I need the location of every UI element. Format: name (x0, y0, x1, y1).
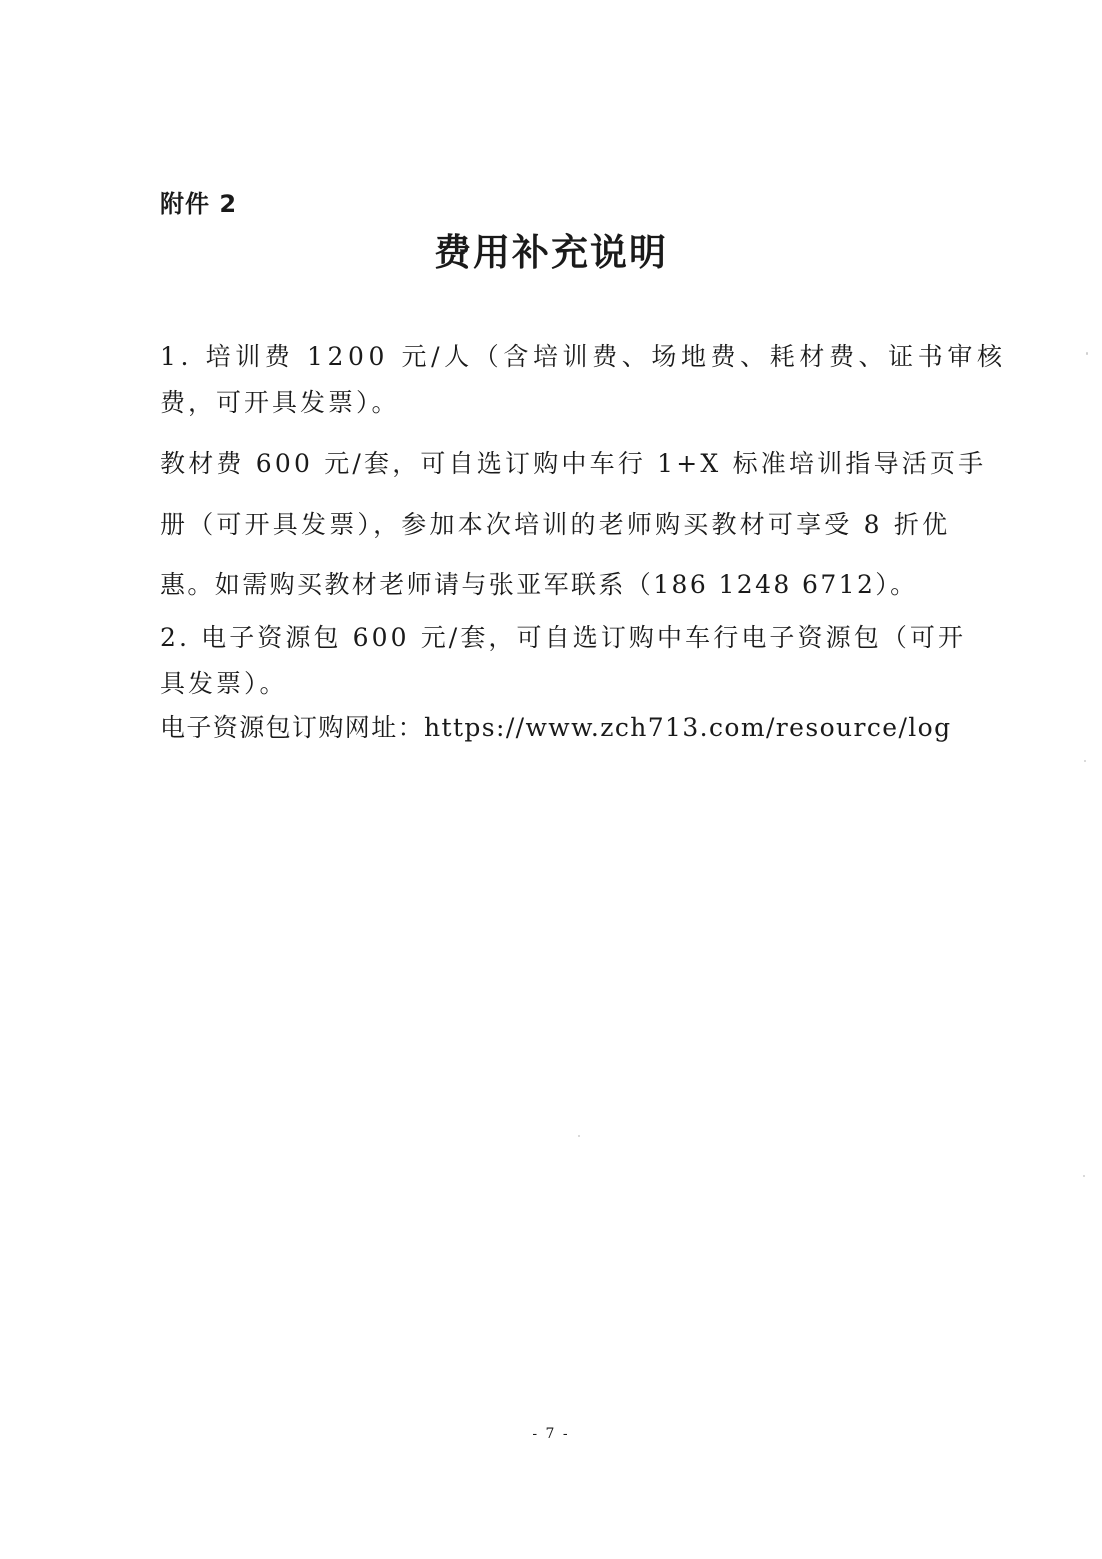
scan-speck (578, 1135, 580, 1137)
body-line-4: 册（可开具发票），参加本次培训的老师购买教材可享受 8 折优 (160, 510, 951, 539)
scan-speck (1084, 760, 1086, 762)
attachment-label: 附件 2 (160, 190, 238, 218)
scan-speck (1086, 352, 1088, 355)
page-number: - 7 - (532, 1426, 570, 1442)
scan-speck (1083, 1175, 1085, 1177)
page-title: 费用补充说明 (434, 231, 668, 274)
body-line-5: 惠。如需购买教材老师请与张亚军联系（186 1248 6712）。 (160, 570, 918, 599)
body-line-2: 费，可开具发票）。 (160, 388, 400, 417)
body-line-1: 1. 培训费 1200 元/人（含培训费、场地费、耗材费、证书审核 (160, 342, 1007, 371)
body-line-7: 具发票）。 (160, 669, 288, 698)
resource-url-line: 电子资源包订购网址：https://www.zch713.com/resource/log (160, 713, 952, 742)
body-line-3: 教材费 600 元/套，可自选订购中车行 1+X 标准培训指导活页手 (160, 449, 987, 478)
body-line-6: 2. 电子资源包 600 元/套，可自选订购中车行电子资源包（可开 (160, 623, 967, 652)
